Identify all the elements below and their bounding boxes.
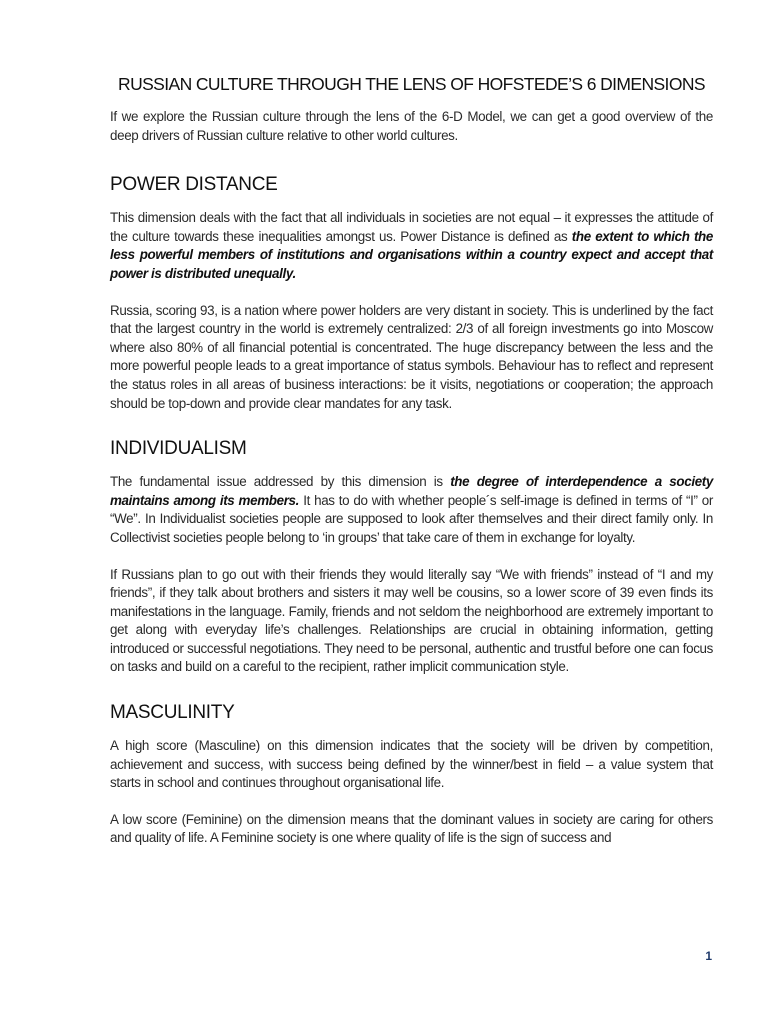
page-number: 1 bbox=[705, 949, 712, 963]
individualism-p1-rest: It has to do with whether people´s self-image is defined in terms of “I” or “We”. In Individualist societies people are supposed to look after themselves and their direct family only. In Collectivist societies people belong to ‘in groups’ that take care of them in exchange for loyalty. bbox=[110, 492, 713, 545]
individualism-p1-lead: The fundamental issue addressed by this dimension is bbox=[110, 474, 451, 490]
power-distance-definition: the extent to which the less powerful members of institutions and organisations within a country expect and accept that power is distributed unequally. bbox=[110, 228, 713, 281]
document-title: RUSSIAN CULTURE THROUGH THE LENS OF HOFSTEDE’S 6 DIMENSIONS bbox=[118, 74, 705, 94]
individualism-paragraph-1 bbox=[110, 473, 713, 547]
power-distance-p1-text: This dimension deals with the fact that all individuals in societies are not equal – it expresses the attitude of the culture towards these inequalities amongst us. Power Distance is defined as bbox=[110, 210, 713, 244]
individualism-definition: the degree of interdependence a society maintains among its members. bbox=[110, 474, 713, 508]
masculinity-paragraph-2: A low score (Feminine) on the dimension means that the dominant values in society are caring for others and quality of life. A Feminine society is one where quality of life is the sign of success and bbox=[110, 811, 713, 846]
heading-individualism: INDIVIDUALISM bbox=[110, 438, 247, 460]
intro-paragraph: If we explore the Russian culture through the lens of the 6-D Model, we can get a good overview of the deep drivers of Russian culture relative to other world cultures. bbox=[110, 109, 713, 143]
individualism-paragraph-2: If Russians plan to go out with their friends they would literally say “We with friends” instead of “I and my friends”, if they talk about brothers and sisters it may well be cousins, so a lower score of 39 even finds its manifestations in the language. Family, friends and not seldom the neighborhood are extremely important to get along with everyday life’s challenges. Relationships are crucial in obtaining information, getting introduced or successful negotiations. They need to be personal, authentic and trustful before one can focus on tasks and build on a careful to the recipient, rather implicit communication style. bbox=[110, 566, 713, 675]
power-distance-paragraph-2: Russia, scoring 93, is a nation where power holders are very distant in society. This is underlined by the fact that the largest country in the world is extremely centralized: 2/3 of all foreign investments go into Moscow where also 80% of all financial potential is concentrated. The huge discrepancy between the less and the more powerful people leads to a great importance of status symbols. Behaviour has to reflect and represent the status roles in all areas of business interactions: be it visits, negotiations or cooperation; the approach should be top-down and provide clear mandates for any task. bbox=[110, 302, 713, 411]
heading-power-distance: POWER DISTANCE bbox=[110, 174, 278, 196]
power-distance-paragraph-1 bbox=[110, 209, 713, 283]
heading-masculinity: MASCULINITY bbox=[110, 702, 235, 724]
masculinity-paragraph-1: A high score (Masculine) on this dimension indicates that the society will be driven by competition, achievement and success, with success being defined by the winner/best in field – a value system that starts in school and continues throughout organisational life. bbox=[110, 738, 713, 791]
document-body bbox=[110, 72, 713, 848]
